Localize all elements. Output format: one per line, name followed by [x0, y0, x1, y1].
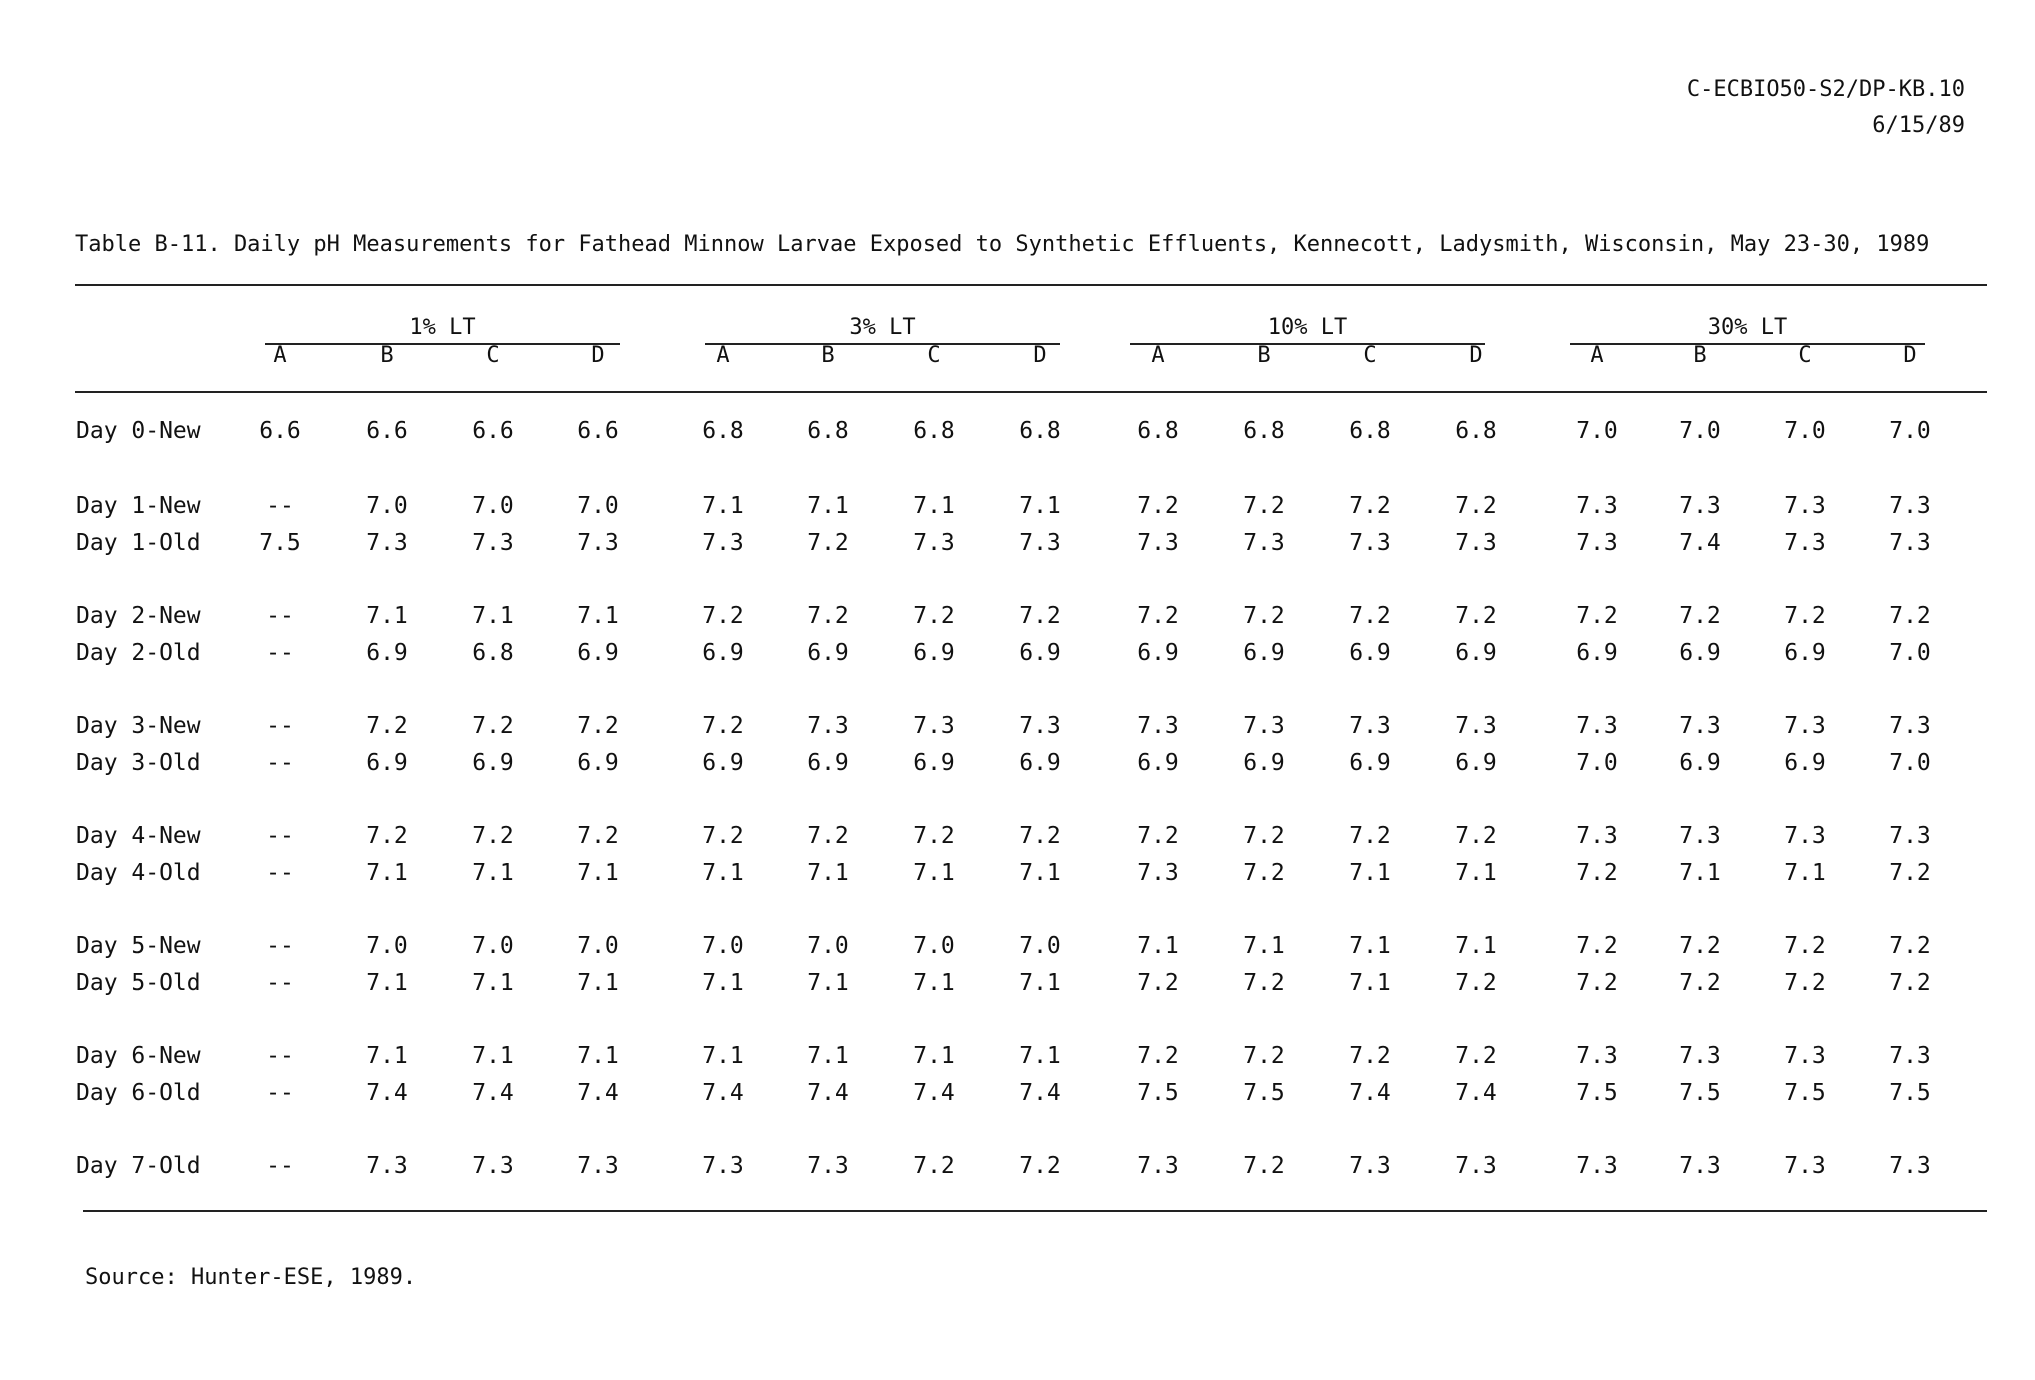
table-cell: 7.3 — [1137, 860, 1179, 886]
table-cell: -- — [266, 860, 294, 886]
row-label: Day 3-Old — [76, 750, 201, 776]
table-cell: 6.9 — [1243, 750, 1285, 776]
table-cell: 7.3 — [1679, 1043, 1721, 1069]
table-cell: 6.9 — [702, 640, 744, 666]
table-cell: 7.1 — [1784, 860, 1826, 886]
table-cell: 7.3 — [1679, 713, 1721, 739]
table-cell: 7.1 — [472, 970, 514, 996]
table-cell: 7.1 — [577, 970, 619, 996]
row-label: Day 1-New — [76, 493, 201, 519]
table-cell: 6.9 — [1243, 640, 1285, 666]
table-cell: 7.1 — [577, 603, 619, 629]
table-cell: 7.4 — [1019, 1080, 1061, 1106]
table-cell: 6.8 — [1349, 418, 1391, 444]
table-cell: 7.1 — [1349, 860, 1391, 886]
table-cell: 7.2 — [1243, 823, 1285, 849]
table-cell: 6.8 — [472, 640, 514, 666]
table-cell: 6.6 — [366, 418, 408, 444]
table-cell: 7.3 — [366, 530, 408, 556]
table-cell: 7.4 — [913, 1080, 955, 1106]
table-cell: 7.2 — [366, 823, 408, 849]
row-label: Day 3-New — [76, 713, 201, 739]
table-cell: 7.5 — [1137, 1080, 1179, 1106]
table-cell: -- — [266, 1043, 294, 1069]
table-cell: 7.1 — [1019, 1043, 1061, 1069]
table-cell: 6.9 — [1784, 750, 1826, 776]
table-cell: 7.2 — [913, 1153, 955, 1179]
table-cell: 7.0 — [1576, 750, 1618, 776]
table-cell: 7.2 — [1243, 860, 1285, 886]
table-cell: 7.3 — [1576, 530, 1618, 556]
table-cell: 7.5 — [1576, 1080, 1618, 1106]
table-cell: 7.4 — [366, 1080, 408, 1106]
replicate-letter: C — [486, 343, 500, 368]
table-cell: 7.3 — [1455, 530, 1497, 556]
group-underline-10pct — [1130, 343, 1485, 345]
table-cell: 7.3 — [1455, 1153, 1497, 1179]
replicate-letter: D — [1903, 343, 1917, 368]
table-cell: 7.2 — [1455, 493, 1497, 519]
table-cell: 7.5 — [1784, 1080, 1826, 1106]
table-cell: 7.0 — [913, 933, 955, 959]
table-cell: 7.3 — [577, 530, 619, 556]
table-cell: 6.9 — [577, 640, 619, 666]
table-cell: 7.1 — [1243, 933, 1285, 959]
table-cell: 7.4 — [807, 1080, 849, 1106]
table-cell: 7.1 — [472, 1043, 514, 1069]
replicate-letter: D — [591, 343, 605, 368]
table-cell: 6.9 — [1019, 750, 1061, 776]
table-cell: 7.4 — [1455, 1080, 1497, 1106]
group-label-1pct: 1% LT — [409, 315, 476, 340]
table-cell: 7.1 — [1349, 970, 1391, 996]
group-underline-1pct — [265, 343, 620, 345]
table-cell: 6.8 — [807, 418, 849, 444]
table-cell: 6.9 — [1576, 640, 1618, 666]
table-cell: 7.2 — [1784, 603, 1826, 629]
table-cell: 7.3 — [1679, 823, 1721, 849]
table-cell: 7.1 — [1349, 933, 1391, 959]
group-label-30pct: 30% LT — [1707, 315, 1788, 340]
table-cell: 7.4 — [577, 1080, 619, 1106]
table-cell: 7.2 — [1137, 493, 1179, 519]
group-label-3pct: 3% LT — [849, 315, 916, 340]
table-cell: 7.2 — [1576, 860, 1618, 886]
table-cell: 6.9 — [577, 750, 619, 776]
table-cell: 7.3 — [1576, 823, 1618, 849]
table-cell: 7.2 — [472, 823, 514, 849]
row-label: Day 6-New — [76, 1043, 201, 1069]
table-cell: -- — [266, 970, 294, 996]
table-cell: 6.8 — [1019, 418, 1061, 444]
table-cell: 7.5 — [1889, 1080, 1931, 1106]
table-cell: 7.2 — [807, 823, 849, 849]
table-cell: 7.0 — [807, 933, 849, 959]
table-cell: 7.2 — [1349, 823, 1391, 849]
table-cell: 6.6 — [472, 418, 514, 444]
table-cell: 7.2 — [1137, 823, 1179, 849]
table-cell: 7.3 — [472, 530, 514, 556]
table-cell: 7.2 — [807, 603, 849, 629]
table-cell: 7.3 — [1784, 823, 1826, 849]
table-cell: 7.3 — [1889, 1043, 1931, 1069]
table-cell: 7.3 — [1455, 713, 1497, 739]
row-label: Day 1-Old — [76, 530, 201, 556]
table-cell: 7.2 — [577, 713, 619, 739]
table-cell: 6.9 — [1137, 640, 1179, 666]
table-cell: 7.2 — [1455, 1043, 1497, 1069]
row-label: Day 4-New — [76, 823, 201, 849]
table-cell: 7.2 — [1784, 933, 1826, 959]
table-cell: 7.1 — [472, 603, 514, 629]
table-cell: 6.9 — [807, 640, 849, 666]
replicate-letter: C — [927, 343, 941, 368]
table-bottom-rule — [83, 1210, 1987, 1212]
table-cell: 7.1 — [702, 970, 744, 996]
table-cell: 7.2 — [1784, 970, 1826, 996]
table-cell: 7.4 — [472, 1080, 514, 1106]
row-label: Day 4-Old — [76, 860, 201, 886]
table-cell: -- — [266, 1080, 294, 1106]
table-cell: 6.9 — [913, 640, 955, 666]
table-cell: 6.9 — [366, 750, 408, 776]
table-cell: 7.3 — [1137, 530, 1179, 556]
row-label: Day 5-Old — [76, 970, 201, 996]
table-cell: 7.3 — [366, 1153, 408, 1179]
table-cell: 7.0 — [577, 493, 619, 519]
table-cell: 7.1 — [913, 493, 955, 519]
table-cell: 7.3 — [1019, 713, 1061, 739]
table-cell: 7.1 — [1137, 933, 1179, 959]
table-cell: 7.3 — [472, 1153, 514, 1179]
table-cell: 6.6 — [259, 418, 301, 444]
replicate-letter: B — [1693, 343, 1707, 368]
table-cell: 7.2 — [913, 603, 955, 629]
table-cell: 7.5 — [1243, 1080, 1285, 1106]
table-cell: 7.3 — [1243, 530, 1285, 556]
table-cell: 7.2 — [1349, 493, 1391, 519]
row-label: Day 0-New — [76, 418, 201, 444]
table-cell: 7.0 — [577, 933, 619, 959]
table-cell: 7.1 — [702, 1043, 744, 1069]
table-cell: 7.2 — [1889, 860, 1931, 886]
replicate-letter: A — [716, 343, 730, 368]
table-cell: 7.1 — [1019, 860, 1061, 886]
table-cell: 7.1 — [913, 970, 955, 996]
table-cell: 7.3 — [1889, 493, 1931, 519]
table-cell: 7.3 — [1889, 823, 1931, 849]
table-cell: 7.2 — [1576, 933, 1618, 959]
table-cell: 7.2 — [1137, 1043, 1179, 1069]
table-cell: 7.1 — [807, 970, 849, 996]
replicate-letter: C — [1798, 343, 1812, 368]
table-cell: 7.3 — [807, 1153, 849, 1179]
table-cell: 7.0 — [1019, 933, 1061, 959]
table-top-rule — [75, 284, 1987, 286]
table-cell: 7.2 — [1243, 1153, 1285, 1179]
table-cell: 6.9 — [1349, 750, 1391, 776]
document-id: C-ECBIO50-S2/DP-KB.10 — [1686, 77, 1965, 102]
table-cell: 7.3 — [1576, 1153, 1618, 1179]
table-cell: 7.3 — [577, 1153, 619, 1179]
table-cell: 7.3 — [913, 713, 955, 739]
table-cell: 7.0 — [366, 933, 408, 959]
table-cell: -- — [266, 1153, 294, 1179]
table-cell: 7.1 — [1455, 860, 1497, 886]
table-cell: 7.0 — [1576, 418, 1618, 444]
replicate-letter: B — [1257, 343, 1271, 368]
table-cell: 6.8 — [1455, 418, 1497, 444]
table-cell: 7.3 — [1576, 713, 1618, 739]
table-cell: 6.6 — [577, 418, 619, 444]
table-cell: 7.2 — [702, 603, 744, 629]
table-cell: 7.3 — [1349, 530, 1391, 556]
table-cell: 7.2 — [1889, 603, 1931, 629]
table-cell: 7.0 — [472, 933, 514, 959]
table-cell: 6.9 — [366, 640, 408, 666]
document-header — [1687, 72, 1965, 144]
table-cell: 7.1 — [577, 860, 619, 886]
table-cell: 6.8 — [1137, 418, 1179, 444]
table-cell: 7.3 — [1679, 1153, 1721, 1179]
table-cell: 7.2 — [1243, 603, 1285, 629]
row-label: Day 2-New — [76, 603, 201, 629]
table-cell: 7.3 — [1137, 713, 1179, 739]
table-cell: 7.0 — [1784, 418, 1826, 444]
table-cell: -- — [266, 750, 294, 776]
table-cell: 7.2 — [1019, 823, 1061, 849]
table-cell: 7.2 — [702, 713, 744, 739]
table-cell: 6.9 — [1019, 640, 1061, 666]
table-cell: 7.3 — [1889, 1153, 1931, 1179]
table-cell: 6.9 — [1679, 640, 1721, 666]
table-cell: 7.1 — [807, 860, 849, 886]
table-cell: 7.3 — [1019, 530, 1061, 556]
table-cell: 7.2 — [807, 530, 849, 556]
replicate-letter: C — [1363, 343, 1377, 368]
table-cell: 7.5 — [259, 530, 301, 556]
table-cell: 7.3 — [1243, 713, 1285, 739]
table-cell: 6.9 — [1784, 640, 1826, 666]
table-cell: 7.2 — [577, 823, 619, 849]
table-cell: 7.5 — [1679, 1080, 1721, 1106]
table-cell: 6.9 — [1137, 750, 1179, 776]
table-cell: 7.1 — [366, 860, 408, 886]
table-cell: 6.9 — [1455, 750, 1497, 776]
row-label: Day 7-Old — [76, 1153, 201, 1179]
table-cell: 7.2 — [702, 823, 744, 849]
table-cell: 7.0 — [1889, 418, 1931, 444]
table-cell: 6.9 — [472, 750, 514, 776]
table-cell: 7.1 — [702, 493, 744, 519]
table-cell: 7.3 — [1889, 713, 1931, 739]
table-cell: 7.2 — [1243, 1043, 1285, 1069]
table-cell: -- — [266, 823, 294, 849]
source-note: Source: Hunter-ESE, 1989. — [85, 1265, 417, 1290]
row-label: Day 2-Old — [76, 640, 201, 666]
table-cell: 7.3 — [913, 530, 955, 556]
table-cell: 7.2 — [1019, 1153, 1061, 1179]
table-cell: 7.2 — [1679, 933, 1721, 959]
table-caption: Table B-11. Daily pH Measurements for Fathead Minnow Larvae Exposed to Synthetic Effluents, Kennecott, Ladysmith, Wisconsin, May 23-30, 1989 — [75, 232, 1930, 257]
table-cell: 6.8 — [913, 418, 955, 444]
table-cell: 7.2 — [1576, 603, 1618, 629]
table-cell: 7.2 — [1137, 603, 1179, 629]
table-cell: 7.1 — [913, 860, 955, 886]
group-underline-3pct — [705, 343, 1060, 345]
replicate-letter: B — [821, 343, 835, 368]
replicate-letter: A — [1590, 343, 1604, 368]
table-cell: 7.2 — [1576, 970, 1618, 996]
table-cell: -- — [266, 603, 294, 629]
table-cell: 7.3 — [1679, 493, 1721, 519]
table-cell: 7.3 — [702, 530, 744, 556]
table-cell: 6.8 — [1243, 418, 1285, 444]
group-underline-30pct — [1570, 343, 1925, 345]
table-cell: 6.9 — [913, 750, 955, 776]
table-cell: 7.3 — [1137, 1153, 1179, 1179]
table-cell: 7.2 — [472, 713, 514, 739]
table-cell: 6.9 — [1679, 750, 1721, 776]
table-cell: 7.0 — [702, 933, 744, 959]
table-cell: 7.0 — [1679, 418, 1721, 444]
table-cell: 7.0 — [1889, 640, 1931, 666]
table-cell: 7.3 — [807, 713, 849, 739]
table-cell: -- — [266, 493, 294, 519]
table-cell: 7.2 — [1243, 493, 1285, 519]
table-cell: 7.2 — [366, 713, 408, 739]
table-cell: 7.1 — [913, 1043, 955, 1069]
table-cell: 7.0 — [366, 493, 408, 519]
table-cell: 7.2 — [1243, 970, 1285, 996]
table-cell: 7.2 — [1679, 603, 1721, 629]
table-cell: 7.2 — [1889, 933, 1931, 959]
table-cell: 7.1 — [1019, 970, 1061, 996]
table-cell: 6.9 — [702, 750, 744, 776]
table-cell: 7.1 — [1679, 860, 1721, 886]
row-label: Day 6-Old — [76, 1080, 201, 1106]
table-cell: 7.3 — [702, 1153, 744, 1179]
replicate-letter: D — [1033, 343, 1047, 368]
group-label-10pct: 10% LT — [1267, 315, 1348, 340]
table-cell: 7.1 — [1455, 933, 1497, 959]
table-cell: 7.1 — [366, 603, 408, 629]
table-cell: 7.1 — [577, 1043, 619, 1069]
table-cell: 7.0 — [472, 493, 514, 519]
table-cell: 7.2 — [913, 823, 955, 849]
table-cell: 7.3 — [1576, 1043, 1618, 1069]
table-cell: 7.3 — [1576, 493, 1618, 519]
table-cell: 7.1 — [702, 860, 744, 886]
table-cell: 7.3 — [1784, 1153, 1826, 1179]
table-cell: 7.2 — [1455, 823, 1497, 849]
table-cell: 7.1 — [366, 970, 408, 996]
table-cell: 7.1 — [366, 1043, 408, 1069]
table-cell: 7.4 — [1679, 530, 1721, 556]
replicate-letter: D — [1469, 343, 1483, 368]
replicate-letter: B — [380, 343, 394, 368]
table-cell: 7.2 — [1349, 603, 1391, 629]
table-cell: 7.2 — [1019, 603, 1061, 629]
table-cell: 7.2 — [1889, 970, 1931, 996]
table-cell: 7.4 — [702, 1080, 744, 1106]
table-cell: 7.2 — [1679, 970, 1721, 996]
table-cell: 7.2 — [1349, 1043, 1391, 1069]
table-cell: 7.2 — [1137, 970, 1179, 996]
table-cell: 7.3 — [1349, 1153, 1391, 1179]
replicate-letter: A — [273, 343, 287, 368]
table-cell: -- — [266, 713, 294, 739]
table-cell: 7.3 — [1784, 530, 1826, 556]
table-cell: 7.3 — [1349, 713, 1391, 739]
table-cell: 7.3 — [1784, 713, 1826, 739]
table-cell: -- — [266, 640, 294, 666]
table-cell: 7.0 — [1889, 750, 1931, 776]
table-cell: 6.9 — [1455, 640, 1497, 666]
header-bottom-rule — [75, 391, 1987, 393]
row-label: Day 5-New — [76, 933, 201, 959]
table-cell: 7.3 — [1784, 493, 1826, 519]
replicate-letter: A — [1151, 343, 1165, 368]
table-cell: 7.1 — [472, 860, 514, 886]
table-cell: 6.9 — [807, 750, 849, 776]
table-cell: 7.1 — [807, 493, 849, 519]
table-cell: 7.1 — [1019, 493, 1061, 519]
table-cell: 7.3 — [1784, 1043, 1826, 1069]
table-cell: 7.1 — [807, 1043, 849, 1069]
table-cell: 7.2 — [1455, 970, 1497, 996]
table-cell: 7.2 — [1455, 603, 1497, 629]
table-cell: -- — [266, 933, 294, 959]
table-cell: 6.9 — [1349, 640, 1391, 666]
table-cell: 7.3 — [1889, 530, 1931, 556]
table-cell: 6.8 — [702, 418, 744, 444]
document-date: 6/15/89 — [1872, 113, 1965, 138]
table-cell: 7.4 — [1349, 1080, 1391, 1106]
